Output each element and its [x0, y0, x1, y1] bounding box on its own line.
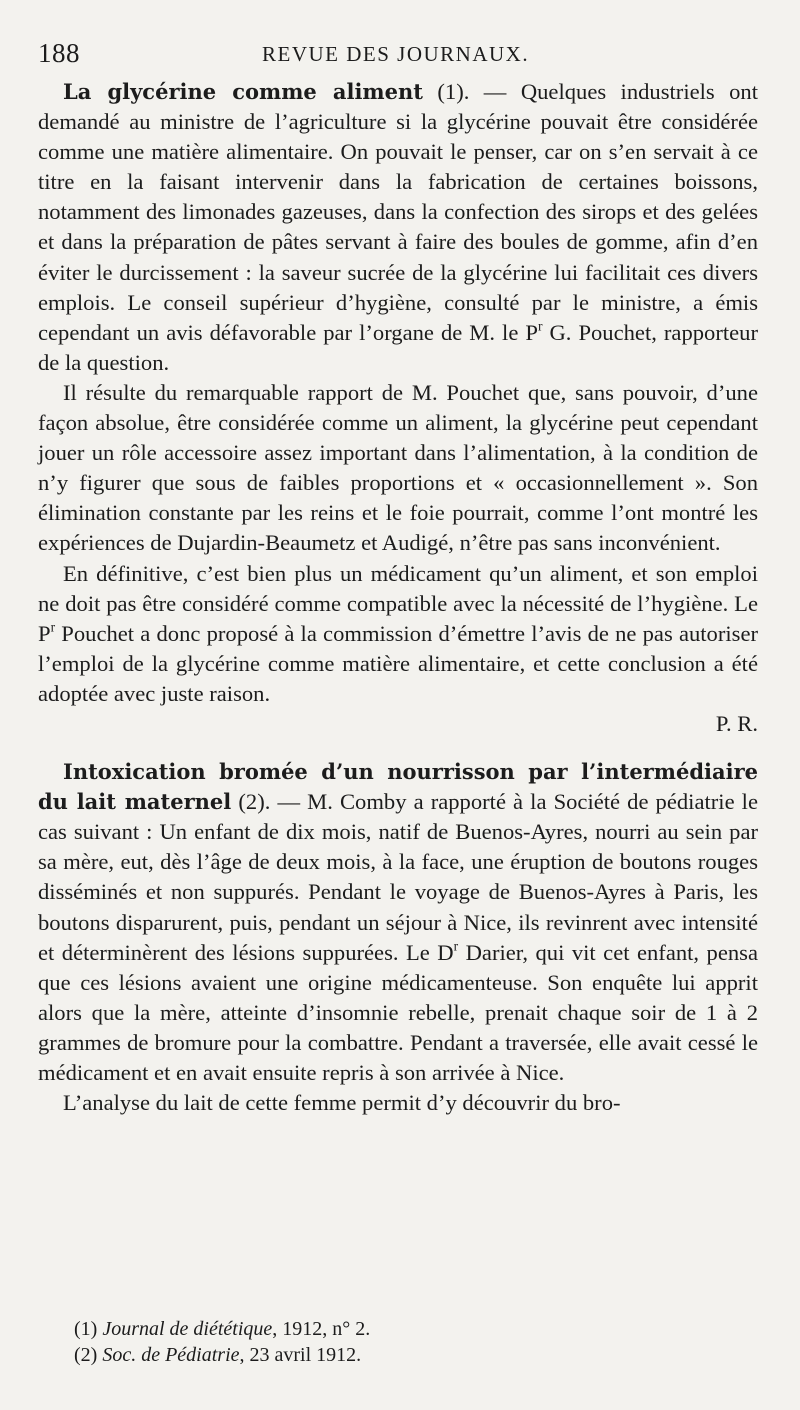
article2-note-ref: (2). — — [231, 789, 308, 815]
footnote-1-marker: (1) — [74, 1318, 103, 1340]
article1-title: La glycérine comme aliment — [63, 79, 423, 104]
footnote-2-marker: (2) — [74, 1344, 103, 1366]
article1-p3-text-b: Pouchet a donc proposé à la commission d’émettre l’avis de ne pas autoriser l’emploi de la glycérine comme matière alimentaire, et cette conclusion a été adoptée avec juste raison. — [38, 620, 758, 706]
article2-p1-text-a: M. Comby a rapporté à la Société de pédiatrie le cas suivant : Un enfant de dix mois, natif de Buenos-Ayres, nourri au sein par sa mère, eut, dès l’âge de deux mois, à la face, une éruption de boutons rouges disséminés et non suppurés. Pendant le voyage de Buenos-Ayres à Paris, les boutons disparurent, puis, pendant un séjour à Nice, ils revinrent avec intensité et déterminèrent des lésions suppurées. Le D — [38, 789, 758, 965]
article1-paragraph2: Il résulte du remarquable rapport de M. Pouchet que, sans pouvoir, d’une façon absolue, être considérée comme un aliment, la glycérine peut cependant jouer un rôle accessoire assez important dans l’alimentation, à la condition de n’y figurer que sous de faibles proportions et « occasionnellement ». Son élimination constante par les reins et le foie pourrait, comme l’ont montré les expériences de Dujardin-Beaumetz et Audigé, n’être pas sans inconvénient. — [38, 379, 758, 556]
article-separator — [38, 739, 758, 757]
footnote-2 — [74, 1342, 758, 1368]
article1-p3-superscript: r — [50, 619, 56, 635]
article2-p1-superscript: r — [453, 938, 459, 954]
article1-p1-end: G. Pouchet, rapporteur de la question. — [38, 319, 758, 375]
article1-p1-text: Quelques industriels ont demandé au ministre de l’agriculture si la glycérine pouvait être considérée comme une matière alimentaire. On pouvait le penser, car on s’en servait à ce titre en la faisant intervenir dans la fabrication de certaines boissons, notamment des limonades gazeuses, dans la confection des sirops et des gelées et dans la préparation de pâtes servant à faire des boules de gomme, afin d’en éviter le durcissement : la saveur sucrée de la glycérine lui facilitait ces divers emplois. Le conseil supérieur d’hygiène, consulté par le ministre, a émis cependant un avis défavorable par l’organe de M. le P — [38, 79, 758, 345]
footnote-1-rest: , 1912, n° 2. — [272, 1318, 371, 1340]
footnote-2-source: Soc. de Pédiatrie — [102, 1344, 240, 1366]
page-header — [38, 38, 758, 74]
article2-paragraph2: L’analyse du lait de cette femme permit d’y découvrir du bro- — [63, 1090, 621, 1116]
article1-signature: P. R. — [715, 710, 758, 736]
article2-title: Intoxication bromée d’un nourrisson par l’intermédiaire du lait maternel — [38, 759, 758, 815]
footnotes — [74, 1316, 758, 1368]
footnote-1-source: Journal de diététique — [102, 1318, 273, 1340]
page-body — [38, 77, 758, 1118]
article1-note-ref: (1). — — [422, 79, 521, 104]
running-title: REVUE DES JOURNAUX. — [262, 42, 530, 66]
article2-paragraph1 — [38, 757, 758, 1088]
article2-p1-text-b: Darier, qui vit cet enfant, pensa que ces lésions avaient une origine médicamenteuse. Son enquête lui apprit alors que la mère, atteinte d’insomnie rebelle, prenait chaque soir de 1 à 2 grammes de bromure pour la combattre. Pendant a traversée, elle avait cessé le médicament et en avait ensuite repris à son arrivée à Nice. — [38, 939, 758, 1085]
page-number: 188 — [38, 38, 80, 68]
article1-p1-superscript: r — [537, 318, 543, 334]
article1-p3-text-a: En définitive, c’est bien plus un médicament qu’un aliment, et son emploi ne doit pas être considéré comme compatible avec la nécessité de l’hygiène. Le P — [38, 560, 758, 646]
footnote-1 — [74, 1316, 758, 1342]
article1-paragraph1 — [38, 77, 758, 378]
article1-paragraph3 — [38, 559, 758, 709]
footnote-2-rest: , 23 avril 1912. — [239, 1344, 362, 1366]
